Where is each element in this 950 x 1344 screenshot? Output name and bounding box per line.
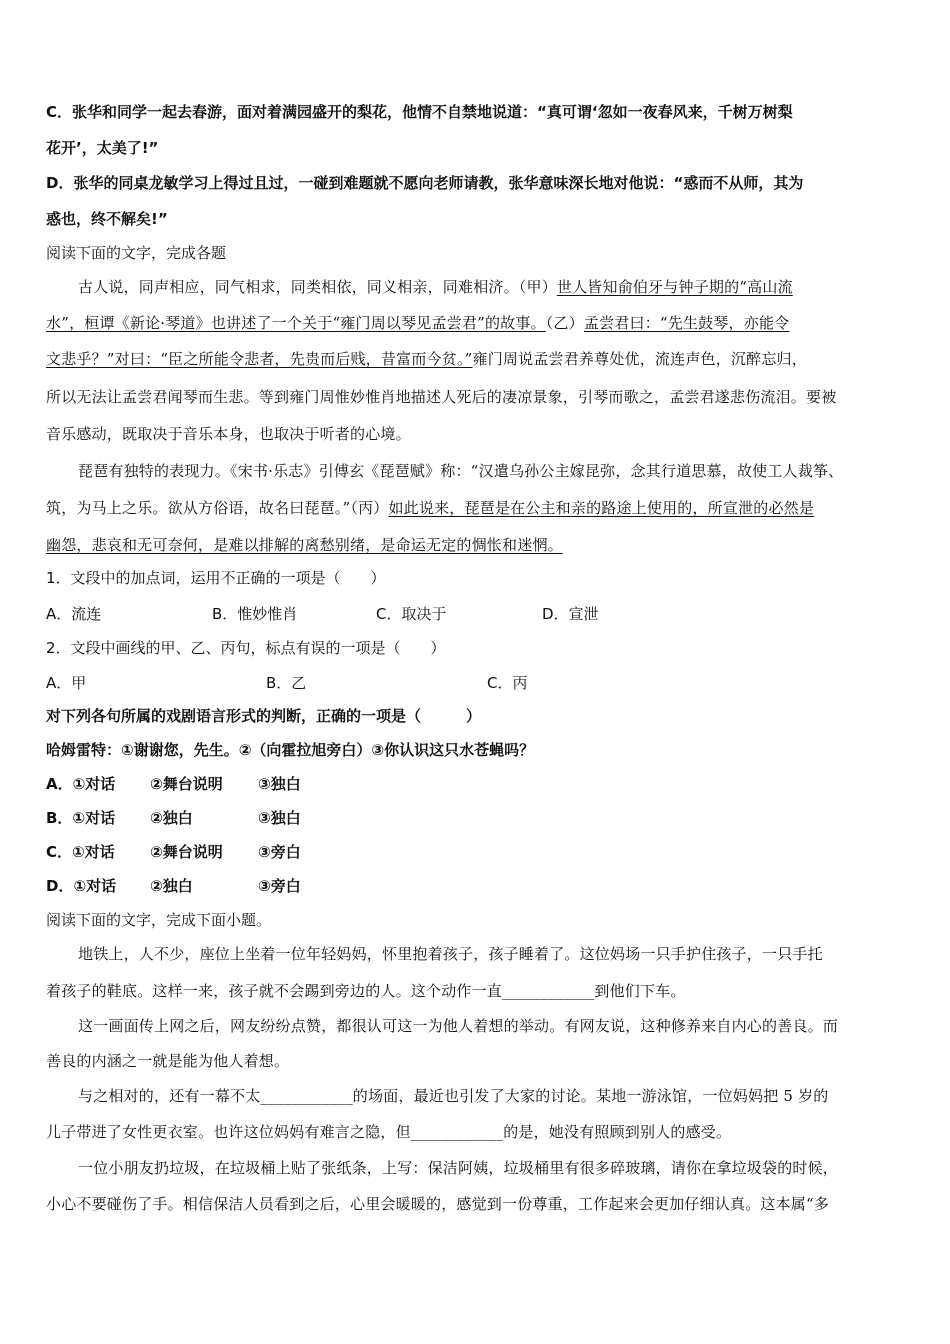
passage3-line-2: 着孩子的鞋底。这样一来，孩子就不会踢到旁边的人。这个动作一直____________到他们下车。 [46, 982, 686, 1000]
sentence-yi-cont: 文悲乎？”对曰：“臣之所能令悲者，先贵而后贱，昔富而今贫。” [46, 350, 473, 368]
sentence-bing-cont: 幽怨，悲哀和无可奈何，是难以排解的离愁别绪，是命运无定的惆怅和迷惘。 [46, 536, 563, 554]
q3-option-d-2: ②独白 [150, 877, 193, 895]
sentence-jia: 世人皆知俞伯牙与钟子期的“高山流 [556, 278, 793, 296]
question-1-stem: 1．文段中的加点词，运用不正确的一项是（ ） [46, 569, 386, 587]
q2-option-b[interactable]: B．乙 [266, 674, 307, 692]
reading-intro-2: 阅读下面的文字，完成下面小题。 [46, 911, 272, 929]
passage1-line-5: 音乐感动，既取决于音乐本身，也取决于听者的心境。 [46, 425, 411, 443]
passage3-line-5: 与之相对的，还有一幕不太____________的场面，最近也引发了大家的讨论。某地一游泳馆，一位妈妈把 5 岁的 [78, 1087, 829, 1105]
passage3-line-8: 小心不要碰伤了手。相信保洁人员看到之后，心里会暖暖的，感觉到一份尊重，工作起来会更加仔细认真。这本属“多 [46, 1195, 830, 1213]
passage2-line-3 [46, 533, 563, 557]
option-d-line-1: D．张华的同桌龙敏学习上得过且过，一碰到难题就不愿向老师请教，张华意味深长地对他说：“惑而不从师，其为 [46, 174, 804, 192]
q3-option-c-2: ②舞台说明 [150, 843, 223, 861]
option-d-line-2: 惑也，终不解矣!” [46, 210, 168, 228]
question-3-stem: 对下列各句所属的戏剧语言形式的判断，正确的一项是（ ） [46, 707, 482, 725]
passage1-line-2: 水”，桓谭《新论·琴道》也讲述了一个关于“雍门周以琴见孟尝君”的故事。（乙）孟尝君曰：“先生鼓琴，亦能令 [46, 314, 790, 332]
q3-option-b-2: ②独白 [150, 809, 193, 827]
q1-option-b[interactable]: B．惟妙惟肖 [212, 605, 298, 623]
question-3-line: 哈姆雷特：①谢谢您，先生。②（向霍拉旭旁白）③你认识这只水苍蝇吗？ [46, 741, 535, 759]
q3-option-a-2: ②舞台说明 [150, 775, 223, 793]
sentence-bing: 如此说来，琵琶是在公主和亲的路途上使用的，所宣泄的必然是 [388, 499, 815, 517]
reading-intro-1: 阅读下面的文字，完成各题 [46, 244, 227, 262]
q3-option-d-3: ③旁白 [258, 877, 301, 895]
q1-option-c[interactable]: C．取决于 [376, 605, 447, 623]
option-c-line-2: 花开’，太美了!” [46, 139, 159, 157]
q3-option-a-1[interactable]: A．①对话 [46, 775, 116, 793]
q1-option-a[interactable]: A．流连 [46, 605, 102, 623]
passage2-line-1: 琵琶有独特的表现力。《宋书·乐志》引傅玄《琵琶赋》称：“汉遣乌孙公主嫁昆弥，念其行道思慕，故使工人裁筝、 [78, 462, 844, 480]
passage2-line-2: 筑，为马上之乐。欲从方俗语，故名曰琵琶。”（丙）如此说来，琵琶是在公主和亲的路途上使用的，所宣泄的必然是 [46, 499, 815, 517]
question-2-stem: 2．文段中画线的甲、乙、丙句，标点有误的一项是（ ） [46, 639, 446, 657]
passage3-line-6: 儿子带进了女性更衣室。也许这位妈妈有难言之隐，但____________的是，她没有照顾到别人的感受。 [46, 1123, 732, 1141]
q3-option-b-3: ③独白 [258, 809, 301, 827]
passage1-line-3: 文悲乎？”对曰：“臣之所能令悲者，先贵而后贱，昔富而今贫。”雍门周说孟尝君养尊处优，流连声色，沉醉忘归， [46, 350, 807, 368]
q3-option-c-1[interactable]: C．①对话 [46, 843, 115, 861]
passage3-line-3: 这一画面传上网之后，网友纷纷点赞，都很认可这一为他人着想的举动。有网友说，这种修养来自内心的善良。而 [78, 1017, 839, 1035]
q3-option-c-3: ③旁白 [258, 843, 301, 861]
passage1-line-4: 所以无法让孟尝君闻琴而生悲。等到雍门周惟妙惟肖地描述人死后的凄凉景象，引琴而歌之，孟尝君遂悲伤流泪。要被 [46, 388, 837, 406]
sentence-yi: 孟尝君曰：“先生鼓琴，亦能令 [583, 314, 790, 332]
passage3-line-7: 一位小朋友扔垃圾，在垃圾桶上贴了张纸条，上写：保洁阿姨，垃圾桶里有很多碎玻璃，请你在拿垃圾袋的时候， [78, 1159, 839, 1177]
passage1-line-1: 古人说，同声相应，同气相求，同类相依，同义相亲，同难相济。（甲）世人皆知俞伯牙与钟子期的“高山流 [78, 278, 793, 296]
q3-option-d-1[interactable]: D．①对话 [46, 877, 117, 895]
sentence-jia-cont: 水”，桓谭《新论·琴道》也讲述了一个关于“雍门周以琴见孟尝君”的故事。 [46, 314, 546, 332]
q3-option-b-1[interactable]: B．①对话 [46, 809, 116, 827]
q1-option-d[interactable]: D．宣泄 [542, 605, 599, 623]
passage3-line-1: 地铁上，人不少，座位上坐着一位年轻妈妈，怀里抱着孩子，孩子睡着了。这位妈场一只手护住孩子，一只手托 [78, 945, 823, 963]
q2-option-a[interactable]: A．甲 [46, 674, 87, 692]
q2-option-c[interactable]: C．丙 [487, 674, 528, 692]
option-c-line-1: C．张华和同学一起去春游，面对着满园盛开的梨花，他情不自禁地说道：“真可谓‘忽如一夜春风来，千树万树梨 [46, 103, 793, 121]
q3-option-a-3: ③独白 [258, 775, 301, 793]
passage3-line-4: 善良的内涵之一就是能为他人着想。 [46, 1052, 290, 1070]
